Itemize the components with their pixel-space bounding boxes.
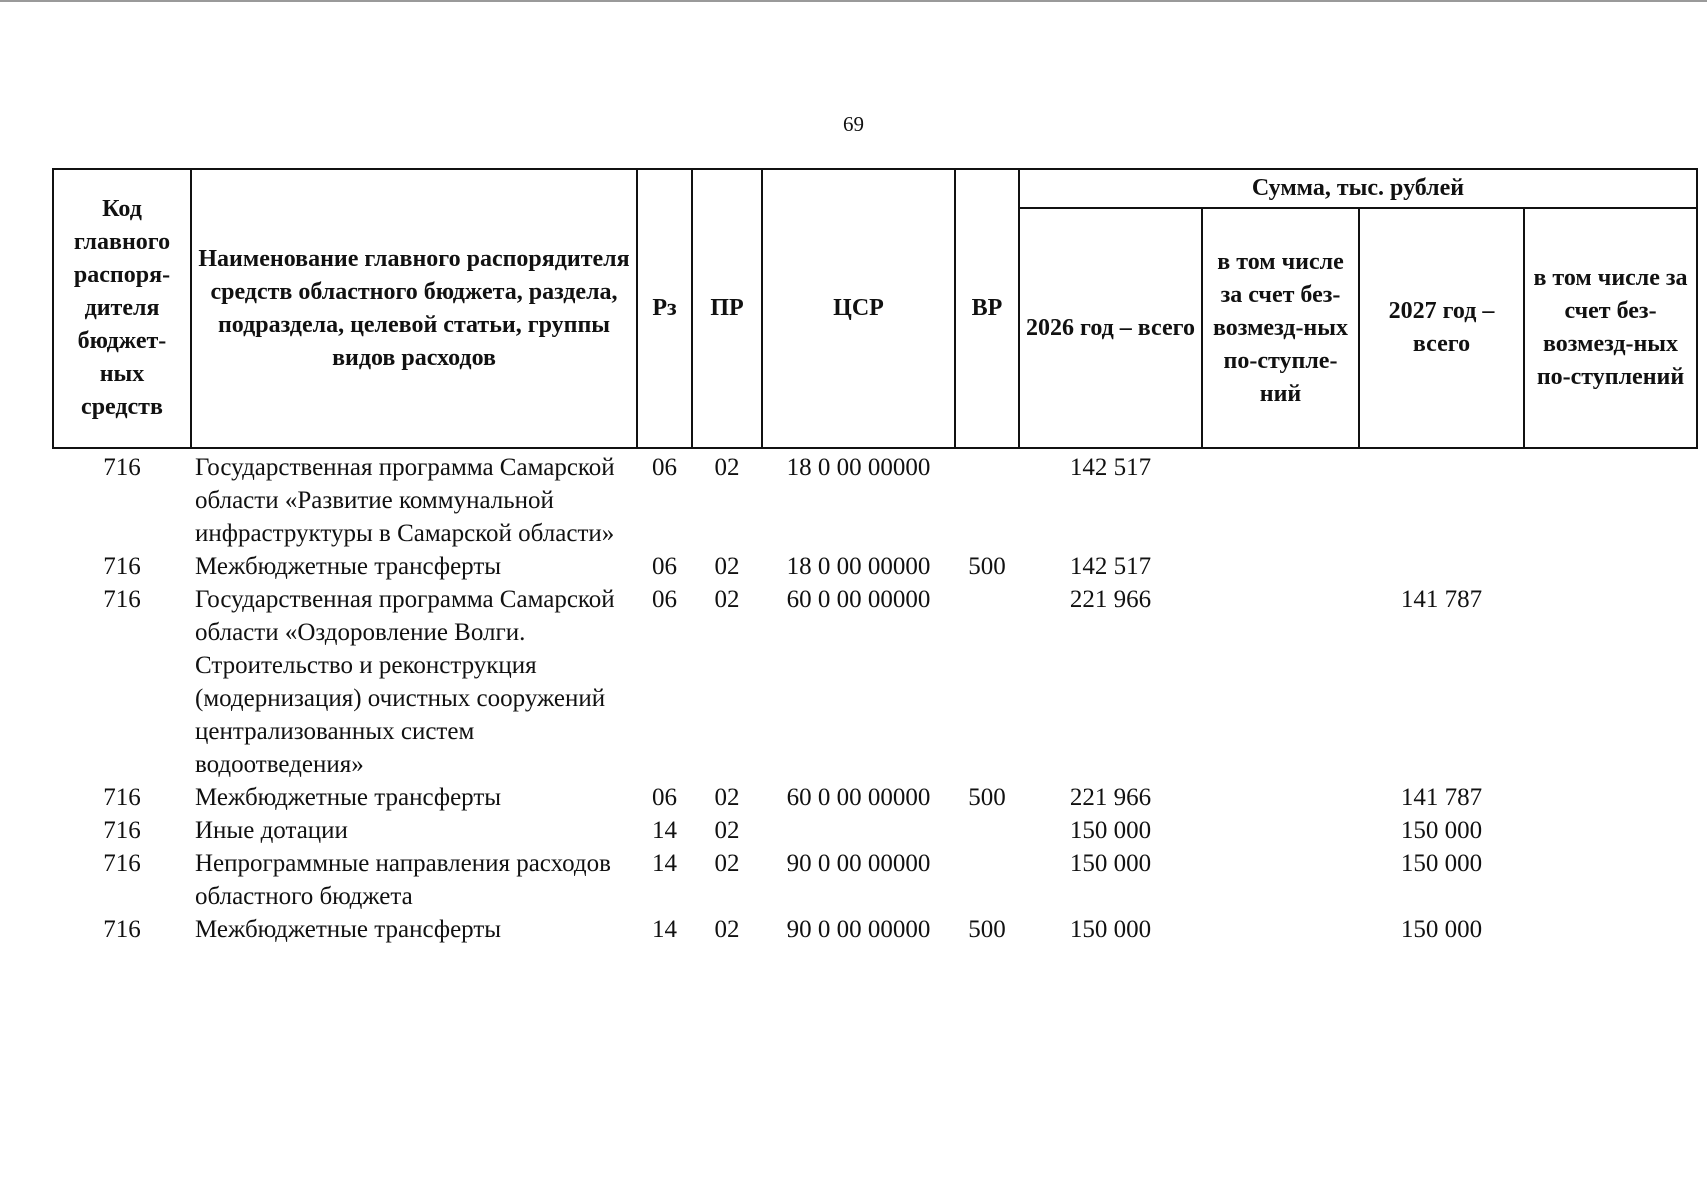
cell-code: 716: [103, 586, 141, 613]
cell-csr: 18 0 00 00000: [786, 553, 931, 580]
cell-rz: 14: [652, 817, 677, 844]
cell-2026-grants: [1202, 781, 1359, 814]
cell-vr: [955, 448, 1019, 550]
cell-2027-grants: [1524, 448, 1697, 550]
header-pr: ПР: [692, 169, 762, 448]
table-row: [53, 847, 1697, 913]
cell-pr: 02: [714, 586, 740, 613]
cell-2026-grants: [1202, 814, 1359, 847]
cell-name: Межбюджетные трансферты: [195, 916, 502, 943]
header-2026-grants: в том числе за счет без-возмезд-ных по-ступле-ний: [1202, 208, 1359, 448]
cell-name: Непрограммные направления расходов областного бюджета: [195, 850, 611, 910]
header-name: Наименование главного распорядителя средств областного бюджета, раздела, подраздела, целевой статьи, группы видов расходов: [191, 169, 637, 448]
cell-rz: 14: [652, 850, 677, 877]
cell-code: 716: [103, 817, 141, 844]
cell-vr: [955, 583, 1019, 781]
cell-name: Государственная программа Самарской области «Оздоровление Волги. Строительство и реконструкция (модернизация) очистных сооружений централизованных систем водоотведения»: [195, 586, 615, 778]
cell-2026-total: 150 000: [1069, 850, 1152, 877]
header-2027-grants: в том числе за счет без-возмезд-ных по-ступлений: [1524, 208, 1697, 448]
cell-code: 716: [103, 553, 141, 580]
cell-pr: 02: [714, 454, 740, 481]
cell-2027-total: [1359, 448, 1524, 550]
cell-2027-total: 150 000: [1400, 850, 1483, 877]
cell-pr: 02: [714, 850, 740, 877]
cell-2027-grants: [1524, 814, 1697, 847]
table-row: [53, 913, 1697, 946]
cell-2027-total: 141 787: [1400, 784, 1483, 811]
cell-code: 716: [103, 454, 141, 481]
cell-2026-total: 221 966: [1069, 586, 1152, 613]
cell-vr: [955, 814, 1019, 847]
header-2026-total: 2026 год – всего: [1019, 208, 1202, 448]
cell-2027-grants: [1524, 781, 1697, 814]
cell-csr: [762, 814, 955, 847]
cell-pr: 02: [714, 784, 740, 811]
cell-2026-total: 150 000: [1069, 916, 1152, 943]
cell-pr: 02: [714, 916, 740, 943]
cell-rz: 06: [652, 454, 677, 481]
table-row: [53, 583, 1697, 781]
cell-csr: 60 0 00 00000: [786, 586, 931, 613]
table-row: [53, 814, 1697, 847]
header-sum-group: Сумма, тыс. рублей: [1019, 169, 1697, 208]
cell-2026-total: 150 000: [1069, 817, 1152, 844]
cell-rz: 14: [652, 916, 677, 943]
cell-code: 716: [103, 850, 141, 877]
cell-pr: 02: [714, 817, 740, 844]
cell-2027-grants: [1524, 550, 1697, 583]
header-vr: ВР: [955, 169, 1019, 448]
cell-2026-total: 142 517: [1069, 454, 1152, 481]
cell-rz: 06: [652, 553, 677, 580]
cell-vr: 500: [968, 553, 1006, 580]
cell-csr: 90 0 00 00000: [786, 850, 931, 877]
cell-name: Межбюджетные трансферты: [195, 553, 502, 580]
header-2027-total: 2027 год – всего: [1359, 208, 1524, 448]
cell-2027-grants: [1524, 583, 1697, 781]
header-rz: Рз: [637, 169, 692, 448]
cell-name: Иные дотации: [195, 817, 348, 844]
page-number: 69: [843, 112, 864, 136]
cell-code: 716: [103, 784, 141, 811]
cell-2027-grants: [1524, 847, 1697, 913]
cell-2027-total: 150 000: [1400, 916, 1483, 943]
cell-2026-grants: [1202, 847, 1359, 913]
cell-2027-total: 150 000: [1400, 817, 1483, 844]
cell-name: Межбюджетные трансферты: [195, 784, 502, 811]
cell-code: 716: [103, 916, 141, 943]
cell-csr: 90 0 00 00000: [786, 916, 931, 943]
header-code: Код главного распоря-дителя бюджет-ных средств: [53, 169, 191, 448]
cell-2026-grants: [1202, 448, 1359, 550]
cell-2026-total: 221 966: [1069, 784, 1152, 811]
table-row: [53, 781, 1697, 814]
cell-rz: 06: [652, 784, 677, 811]
cell-2026-grants: [1202, 913, 1359, 946]
cell-rz: 06: [652, 586, 677, 613]
cell-name: Государственная программа Самарской области «Развитие коммунальной инфраструктуры в Самарской области»: [195, 454, 615, 547]
table-row: [53, 448, 1697, 550]
budget-table: [52, 168, 1698, 946]
cell-csr: 18 0 00 00000: [786, 454, 931, 481]
scan-edge-line: [0, 0, 1707, 2]
cell-2027-total: [1359, 550, 1524, 583]
cell-2026-grants: [1202, 550, 1359, 583]
cell-pr: 02: [714, 553, 740, 580]
cell-2027-total: 141 787: [1400, 586, 1483, 613]
cell-vr: 500: [968, 916, 1006, 943]
header-csr: ЦСР: [762, 169, 955, 448]
cell-vr: [955, 847, 1019, 913]
cell-2027-grants: [1524, 913, 1697, 946]
cell-vr: 500: [968, 784, 1006, 811]
cell-2026-grants: [1202, 583, 1359, 781]
cell-2026-total: 142 517: [1069, 553, 1152, 580]
cell-csr: 60 0 00 00000: [786, 784, 931, 811]
table-row: [53, 550, 1697, 583]
header-row-1: [53, 169, 1697, 208]
